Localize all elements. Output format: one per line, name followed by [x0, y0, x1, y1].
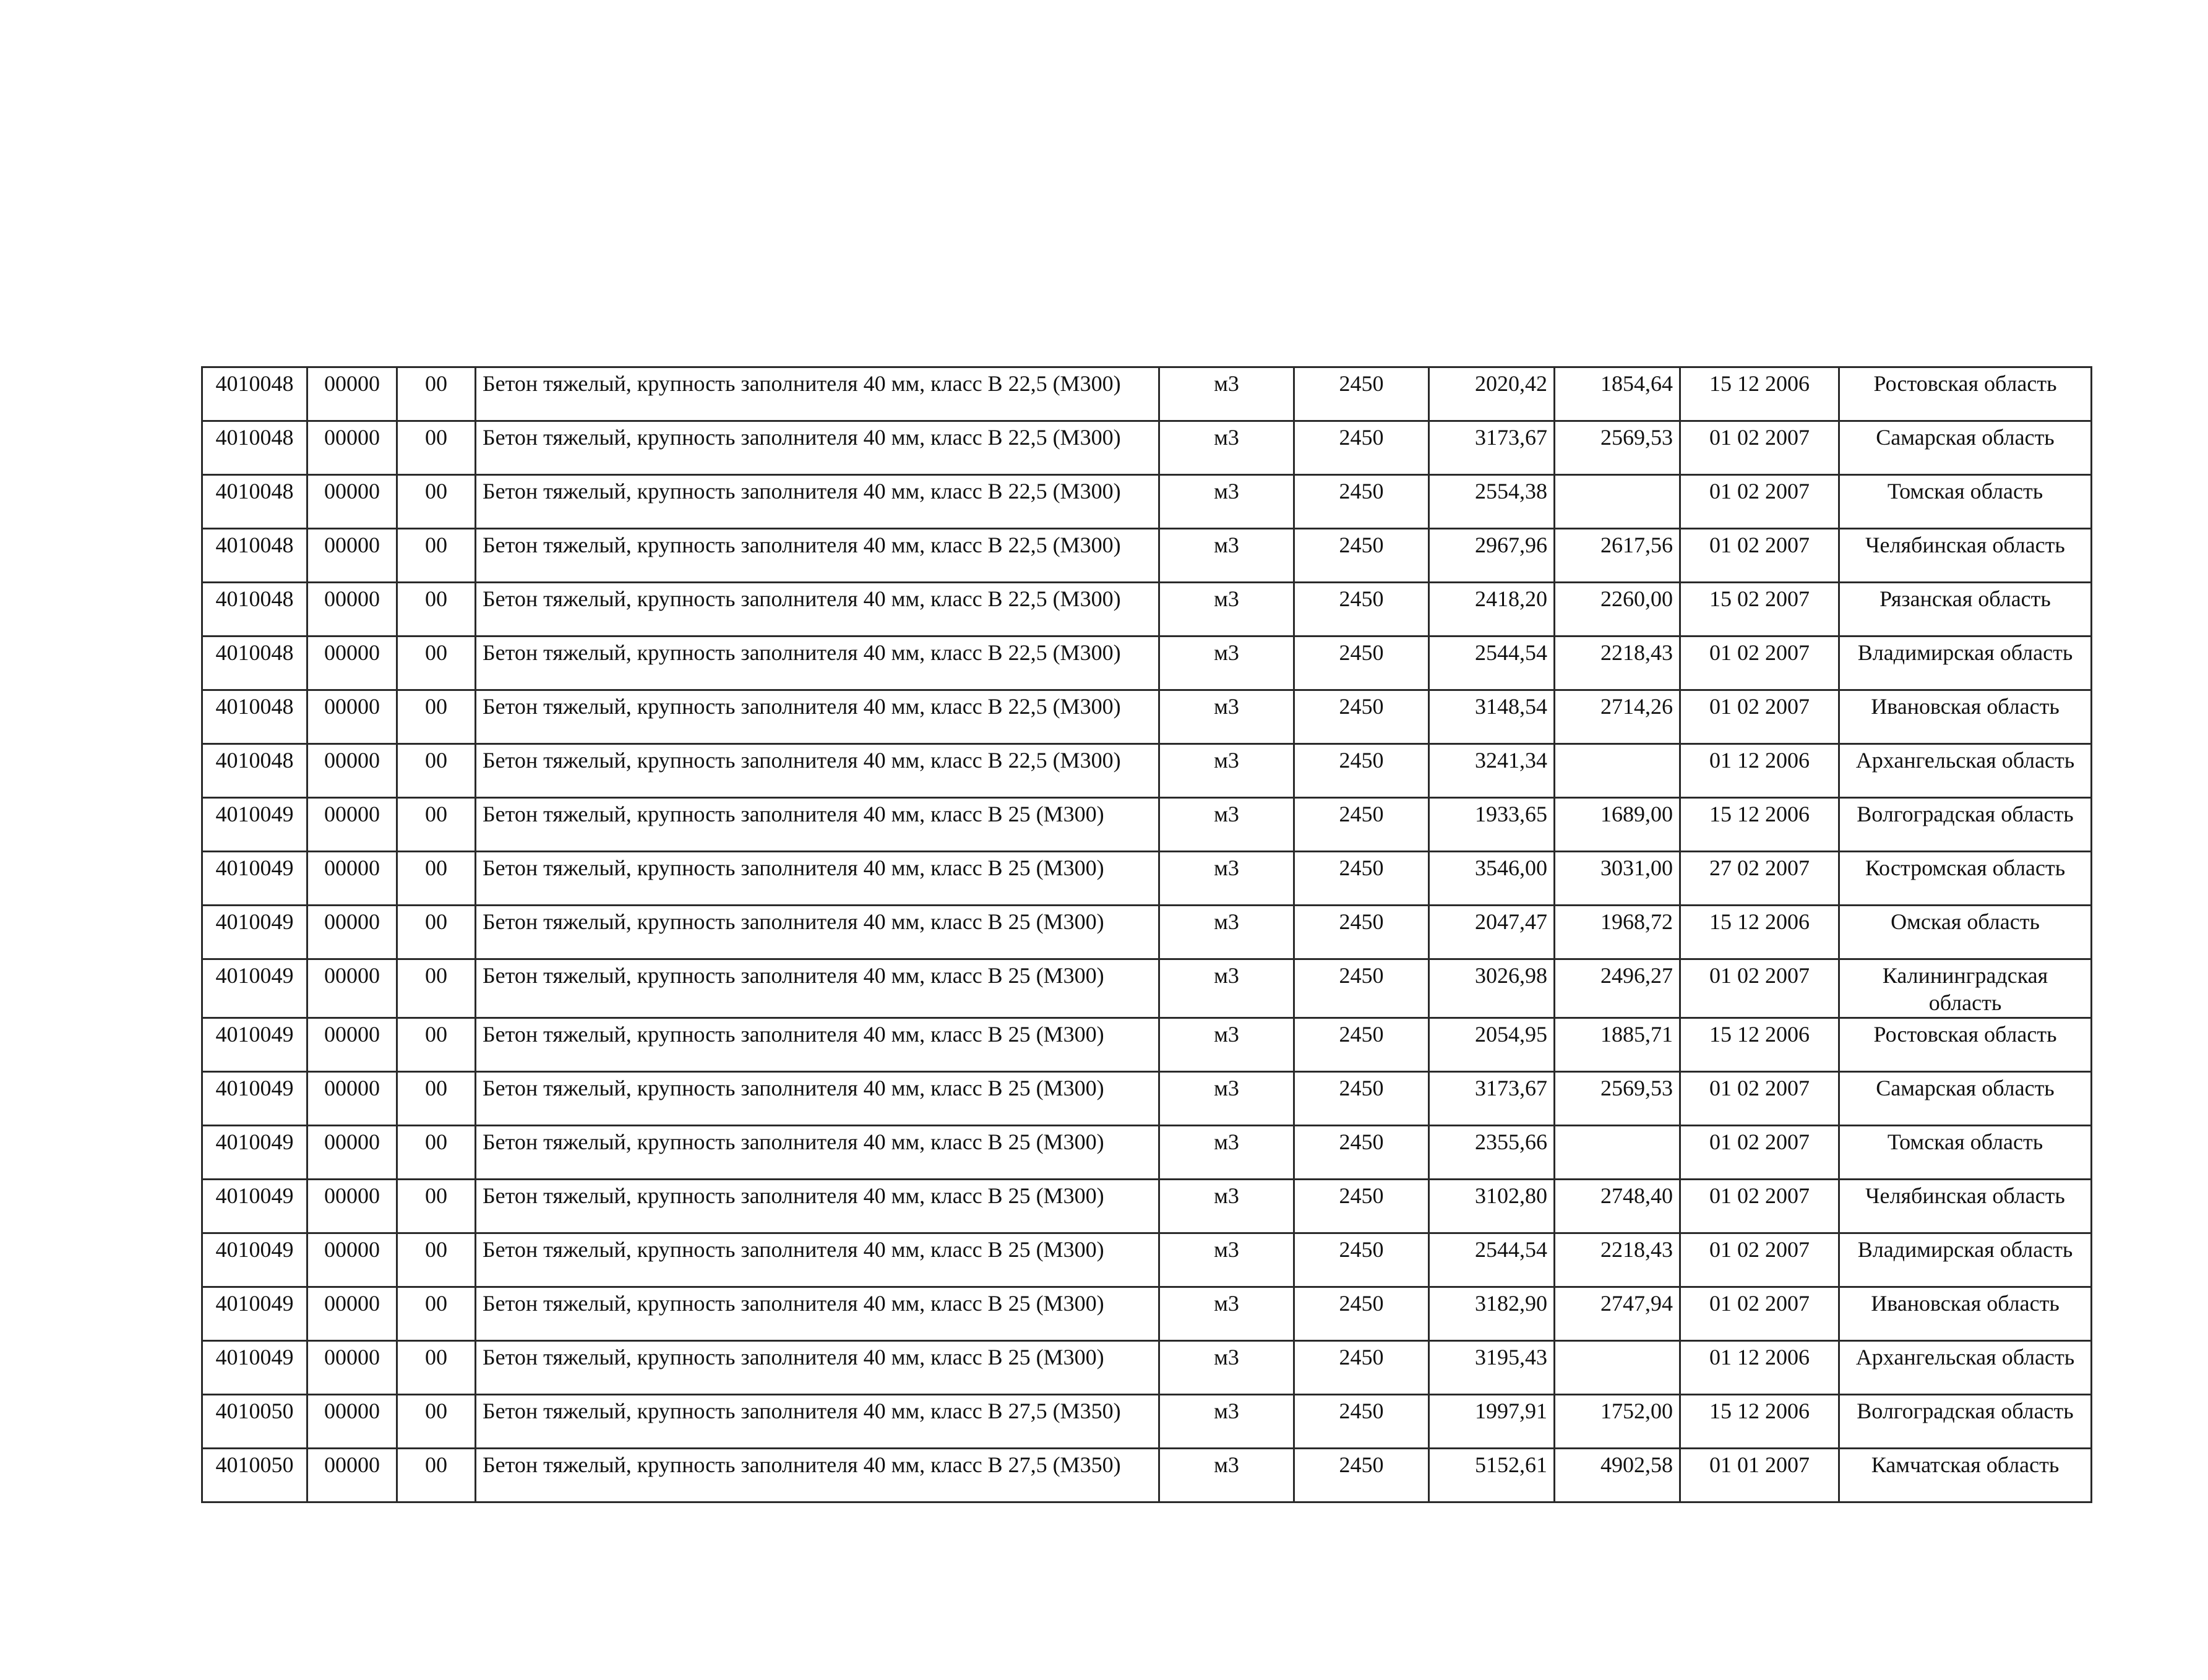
subcode-cell: 00000 — [307, 1448, 397, 1502]
subcode-cell: 00000 — [307, 529, 397, 583]
unit-cell: м3 — [1159, 636, 1294, 690]
variant-cell: 00 — [397, 1125, 476, 1179]
unit-cell: м3 — [1159, 583, 1294, 636]
price-excl-cell: 1752,00 — [1555, 1394, 1680, 1448]
date-cell: 15 12 2006 — [1680, 798, 1839, 852]
table-row — [202, 1287, 2092, 1340]
unit-cell: м3 — [1159, 798, 1294, 852]
unit-cell: м3 — [1159, 1448, 1294, 1502]
resource-name-cell: Бетон тяжелый, крупность заполнителя 40 мм, класс В 25 (М300) — [476, 906, 1159, 959]
variant-cell: 00 — [397, 1071, 476, 1125]
table-row — [202, 1233, 2092, 1287]
region-cell: Ростовская область — [1839, 1018, 2092, 1071]
resource-name-cell: Бетон тяжелый, крупность заполнителя 40 мм, класс В 22,5 (М300) — [476, 475, 1159, 529]
mass-cell: 2450 — [1294, 906, 1429, 959]
price-cell: 2554,38 — [1429, 475, 1555, 529]
table-row — [202, 583, 2092, 636]
mass-cell: 2450 — [1294, 529, 1429, 583]
resource-name-cell: Бетон тяжелый, крупность заполнителя 40 мм, класс В 22,5 (М300) — [476, 690, 1159, 744]
date-cell: 01 02 2007 — [1680, 959, 1839, 1018]
resource-name-cell: Бетон тяжелый, крупность заполнителя 40 мм, класс В 27,5 (М350) — [476, 1448, 1159, 1502]
region-cell: Челябинская область — [1839, 1179, 2092, 1233]
date-cell: 01 02 2007 — [1680, 421, 1839, 475]
price-excl-cell: 2218,43 — [1555, 1233, 1680, 1287]
unit-cell: м3 — [1159, 475, 1294, 529]
date-cell: 01 02 2007 — [1680, 529, 1839, 583]
variant-cell: 00 — [397, 475, 476, 529]
subcode-cell: 00000 — [307, 852, 397, 906]
resource-code-cell: 4010049 — [202, 1179, 307, 1233]
unit-cell: м3 — [1159, 744, 1294, 798]
date-cell: 01 12 2006 — [1680, 744, 1839, 798]
date-cell: 01 01 2007 — [1680, 1448, 1839, 1502]
resource-code-cell: 4010049 — [202, 852, 307, 906]
unit-cell: м3 — [1159, 1340, 1294, 1394]
table-row — [202, 1125, 2092, 1179]
table-row — [202, 906, 2092, 959]
variant-cell: 00 — [397, 1394, 476, 1448]
resource-code-cell: 4010049 — [202, 1287, 307, 1340]
resource-code-cell: 4010049 — [202, 906, 307, 959]
date-cell: 01 02 2007 — [1680, 1287, 1839, 1340]
price-cell: 2054,95 — [1429, 1018, 1555, 1071]
resource-name-cell: Бетон тяжелый, крупность заполнителя 40 мм, класс В 22,5 (М300) — [476, 421, 1159, 475]
unit-cell: м3 — [1159, 1018, 1294, 1071]
resource-name-cell: Бетон тяжелый, крупность заполнителя 40 мм, класс В 25 (М300) — [476, 852, 1159, 906]
variant-cell: 00 — [397, 1448, 476, 1502]
mass-cell: 2450 — [1294, 367, 1429, 421]
unit-cell: м3 — [1159, 959, 1294, 1018]
region-cell: Владимирская область — [1839, 1233, 2092, 1287]
unit-cell: м3 — [1159, 529, 1294, 583]
date-cell: 15 02 2007 — [1680, 583, 1839, 636]
price-excl-cell: 1854,64 — [1555, 367, 1680, 421]
date-cell: 27 02 2007 — [1680, 852, 1839, 906]
subcode-cell: 00000 — [307, 1018, 397, 1071]
unit-cell: м3 — [1159, 1071, 1294, 1125]
resource-name-cell: Бетон тяжелый, крупность заполнителя 40 мм, класс В 27,5 (М350) — [476, 1394, 1159, 1448]
subcode-cell: 00000 — [307, 798, 397, 852]
region-cell: Томская область — [1839, 1125, 2092, 1179]
date-cell: 01 02 2007 — [1680, 475, 1839, 529]
resource-name-cell: Бетон тяжелый, крупность заполнителя 40 мм, класс В 25 (М300) — [476, 1125, 1159, 1179]
mass-cell: 2450 — [1294, 1018, 1429, 1071]
resource-name-cell: Бетон тяжелый, крупность заполнителя 40 мм, класс В 25 (М300) — [476, 1179, 1159, 1233]
region-cell: Самарская область — [1839, 1071, 2092, 1125]
price-excl-cell: 2748,40 — [1555, 1179, 1680, 1233]
resource-name-cell: Бетон тяжелый, крупность заполнителя 40 мм, класс В 25 (М300) — [476, 1018, 1159, 1071]
mass-cell: 2450 — [1294, 1287, 1429, 1340]
price-excl-cell: 2747,94 — [1555, 1287, 1680, 1340]
unit-cell: м3 — [1159, 421, 1294, 475]
resource-code-cell: 4010049 — [202, 959, 307, 1018]
price-cell: 3182,90 — [1429, 1287, 1555, 1340]
price-excl-cell — [1555, 1125, 1680, 1179]
variant-cell: 00 — [397, 529, 476, 583]
price-excl-cell — [1555, 1340, 1680, 1394]
resource-code-cell: 4010048 — [202, 529, 307, 583]
mass-cell: 2450 — [1294, 1071, 1429, 1125]
resource-name-cell: Бетон тяжелый, крупность заполнителя 40 мм, класс В 22,5 (М300) — [476, 744, 1159, 798]
date-cell: 15 12 2006 — [1680, 1018, 1839, 1071]
subcode-cell: 00000 — [307, 1287, 397, 1340]
subcode-cell: 00000 — [307, 744, 397, 798]
subcode-cell: 00000 — [307, 421, 397, 475]
region-cell: Самарская область — [1839, 421, 2092, 475]
subcode-cell: 00000 — [307, 1233, 397, 1287]
resource-name-cell: Бетон тяжелый, крупность заполнителя 40 мм, класс В 22,5 (М300) — [476, 636, 1159, 690]
price-cell: 2020,42 — [1429, 367, 1555, 421]
mass-cell: 2450 — [1294, 1448, 1429, 1502]
price-cell: 1997,91 — [1429, 1394, 1555, 1448]
unit-cell: м3 — [1159, 906, 1294, 959]
subcode-cell: 00000 — [307, 690, 397, 744]
mass-cell: 2450 — [1294, 690, 1429, 744]
resource-name-cell: Бетон тяжелый, крупность заполнителя 40 мм, класс В 22,5 (М300) — [476, 583, 1159, 636]
mass-cell: 2450 — [1294, 1394, 1429, 1448]
price-excl-cell: 2496,27 — [1555, 959, 1680, 1018]
region-cell: Омская область — [1839, 906, 2092, 959]
resource-code-cell: 4010049 — [202, 1071, 307, 1125]
mass-cell: 2450 — [1294, 1125, 1429, 1179]
table-row — [202, 1018, 2092, 1071]
price-excl-cell: 3031,00 — [1555, 852, 1680, 906]
price-cell: 5152,61 — [1429, 1448, 1555, 1502]
table-row — [202, 959, 2092, 1018]
region-cell: Ивановская область — [1839, 1287, 2092, 1340]
price-excl-cell — [1555, 744, 1680, 798]
region-cell: Камчатская область — [1839, 1448, 2092, 1502]
table-row — [202, 367, 2092, 421]
region-cell: Томская область — [1839, 475, 2092, 529]
mass-cell: 2450 — [1294, 1179, 1429, 1233]
unit-cell: м3 — [1159, 1394, 1294, 1448]
unit-cell: м3 — [1159, 1287, 1294, 1340]
mass-cell: 2450 — [1294, 1340, 1429, 1394]
date-cell: 01 02 2007 — [1680, 636, 1839, 690]
mass-cell: 2450 — [1294, 1233, 1429, 1287]
resource-code-cell: 4010049 — [202, 798, 307, 852]
table-row — [202, 421, 2092, 475]
date-cell: 01 12 2006 — [1680, 1340, 1839, 1394]
table-row — [202, 690, 2092, 744]
variant-cell: 00 — [397, 367, 476, 421]
table-row — [202, 1394, 2092, 1448]
unit-cell: м3 — [1159, 852, 1294, 906]
mass-cell: 2450 — [1294, 475, 1429, 529]
table-row — [202, 1179, 2092, 1233]
resource-code-cell: 4010048 — [202, 583, 307, 636]
date-cell: 15 12 2006 — [1680, 367, 1839, 421]
variant-cell: 00 — [397, 959, 476, 1018]
resource-name-cell: Бетон тяжелый, крупность заполнителя 40 мм, класс В 25 (М300) — [476, 959, 1159, 1018]
price-cell: 3173,67 — [1429, 1071, 1555, 1125]
price-table-body — [202, 367, 2092, 1502]
mass-cell: 2450 — [1294, 744, 1429, 798]
table-row — [202, 744, 2092, 798]
table-row — [202, 852, 2092, 906]
mass-cell: 2450 — [1294, 636, 1429, 690]
subcode-cell: 00000 — [307, 906, 397, 959]
table-row — [202, 1071, 2092, 1125]
table-row — [202, 1448, 2092, 1502]
date-cell: 01 02 2007 — [1680, 1179, 1839, 1233]
table-row — [202, 529, 2092, 583]
price-cell: 3026,98 — [1429, 959, 1555, 1018]
price-excl-cell: 1689,00 — [1555, 798, 1680, 852]
subcode-cell: 00000 — [307, 1394, 397, 1448]
date-cell: 15 12 2006 — [1680, 1394, 1839, 1448]
price-cell: 3546,00 — [1429, 852, 1555, 906]
region-cell: Волгоградская область — [1839, 1394, 2092, 1448]
variant-cell: 00 — [397, 906, 476, 959]
unit-cell: м3 — [1159, 367, 1294, 421]
date-cell: 15 12 2006 — [1680, 906, 1839, 959]
subcode-cell: 00000 — [307, 367, 397, 421]
region-cell: Владимирская область — [1839, 636, 2092, 690]
unit-cell: м3 — [1159, 1233, 1294, 1287]
variant-cell: 00 — [397, 1287, 476, 1340]
region-cell: Ростовская область — [1839, 367, 2092, 421]
variant-cell: 00 — [397, 852, 476, 906]
price-excl-cell: 4902,58 — [1555, 1448, 1680, 1502]
date-cell: 01 02 2007 — [1680, 690, 1839, 744]
resource-code-cell: 4010049 — [202, 1233, 307, 1287]
variant-cell: 00 — [397, 1233, 476, 1287]
resource-code-cell: 4010048 — [202, 421, 307, 475]
resource-code-cell: 4010048 — [202, 690, 307, 744]
unit-cell: м3 — [1159, 1125, 1294, 1179]
resource-code-cell: 4010048 — [202, 367, 307, 421]
variant-cell: 00 — [397, 421, 476, 475]
resource-code-cell: 4010049 — [202, 1340, 307, 1394]
price-excl-cell: 2569,53 — [1555, 1071, 1680, 1125]
price-excl-cell: 1968,72 — [1555, 906, 1680, 959]
region-cell: Калининградская область — [1839, 959, 2092, 1018]
variant-cell: 00 — [397, 690, 476, 744]
resource-name-cell: Бетон тяжелый, крупность заполнителя 40 мм, класс В 25 (М300) — [476, 1233, 1159, 1287]
resource-code-cell: 4010049 — [202, 1125, 307, 1179]
variant-cell: 00 — [397, 636, 476, 690]
resource-name-cell: Бетон тяжелый, крупность заполнителя 40 мм, класс В 25 (М300) — [476, 1340, 1159, 1394]
mass-cell: 2450 — [1294, 852, 1429, 906]
resource-code-cell: 4010048 — [202, 744, 307, 798]
price-cell: 2544,54 — [1429, 636, 1555, 690]
mass-cell: 2450 — [1294, 421, 1429, 475]
resource-code-cell: 4010048 — [202, 475, 307, 529]
variant-cell: 00 — [397, 1340, 476, 1394]
resource-code-cell: 4010050 — [202, 1394, 307, 1448]
price-cell: 2418,20 — [1429, 583, 1555, 636]
price-table — [201, 366, 2092, 1503]
resource-name-cell: Бетон тяжелый, крупность заполнителя 40 мм, класс В 25 (М300) — [476, 798, 1159, 852]
price-excl-cell: 1885,71 — [1555, 1018, 1680, 1071]
region-cell: Архангельская область — [1839, 1340, 2092, 1394]
price-cell: 1933,65 — [1429, 798, 1555, 852]
price-cell: 2967,96 — [1429, 529, 1555, 583]
variant-cell: 00 — [397, 583, 476, 636]
price-cell: 3241,34 — [1429, 744, 1555, 798]
resource-code-cell: 4010048 — [202, 636, 307, 690]
subcode-cell: 00000 — [307, 636, 397, 690]
price-cell: 2355,66 — [1429, 1125, 1555, 1179]
mass-cell: 2450 — [1294, 583, 1429, 636]
variant-cell: 00 — [397, 1179, 476, 1233]
subcode-cell: 00000 — [307, 583, 397, 636]
unit-cell: м3 — [1159, 690, 1294, 744]
date-cell: 01 02 2007 — [1680, 1125, 1839, 1179]
region-cell: Челябинская область — [1839, 529, 2092, 583]
resource-code-cell: 4010050 — [202, 1448, 307, 1502]
variant-cell: 00 — [397, 798, 476, 852]
resource-code-cell: 4010049 — [202, 1018, 307, 1071]
region-cell: Ивановская область — [1839, 690, 2092, 744]
resource-name-cell: Бетон тяжелый, крупность заполнителя 40 мм, класс В 25 (М300) — [476, 1287, 1159, 1340]
price-excl-cell: 2714,26 — [1555, 690, 1680, 744]
mass-cell: 2450 — [1294, 959, 1429, 1018]
subcode-cell: 00000 — [307, 1179, 397, 1233]
resource-name-cell: Бетон тяжелый, крупность заполнителя 40 мм, класс В 25 (М300) — [476, 1071, 1159, 1125]
mass-cell: 2450 — [1294, 798, 1429, 852]
table-row — [202, 1340, 2092, 1394]
date-cell: 01 02 2007 — [1680, 1071, 1839, 1125]
price-cell: 2047,47 — [1429, 906, 1555, 959]
price-cell: 2544,54 — [1429, 1233, 1555, 1287]
region-cell: Рязанская область — [1839, 583, 2092, 636]
price-cell: 3173,67 — [1429, 421, 1555, 475]
subcode-cell: 00000 — [307, 959, 397, 1018]
subcode-cell: 00000 — [307, 1340, 397, 1394]
price-cell: 3102,80 — [1429, 1179, 1555, 1233]
variant-cell: 00 — [397, 744, 476, 798]
date-cell: 01 02 2007 — [1680, 1233, 1839, 1287]
table-row — [202, 475, 2092, 529]
price-cell: 3195,43 — [1429, 1340, 1555, 1394]
price-excl-cell: 2218,43 — [1555, 636, 1680, 690]
table-row — [202, 798, 2092, 852]
price-excl-cell: 2260,00 — [1555, 583, 1680, 636]
price-excl-cell: 2569,53 — [1555, 421, 1680, 475]
price-excl-cell — [1555, 475, 1680, 529]
subcode-cell: 00000 — [307, 1125, 397, 1179]
price-cell: 3148,54 — [1429, 690, 1555, 744]
resource-name-cell: Бетон тяжелый, крупность заполнителя 40 мм, класс В 22,5 (М300) — [476, 529, 1159, 583]
price-excl-cell: 2617,56 — [1555, 529, 1680, 583]
unit-cell: м3 — [1159, 1179, 1294, 1233]
region-cell: Волгоградская область — [1839, 798, 2092, 852]
subcode-cell: 00000 — [307, 475, 397, 529]
region-cell: Костромская область — [1839, 852, 2092, 906]
region-cell: Архангельская область — [1839, 744, 2092, 798]
resource-name-cell: Бетон тяжелый, крупность заполнителя 40 мм, класс В 22,5 (М300) — [476, 367, 1159, 421]
subcode-cell: 00000 — [307, 1071, 397, 1125]
variant-cell: 00 — [397, 1018, 476, 1071]
table-row — [202, 636, 2092, 690]
